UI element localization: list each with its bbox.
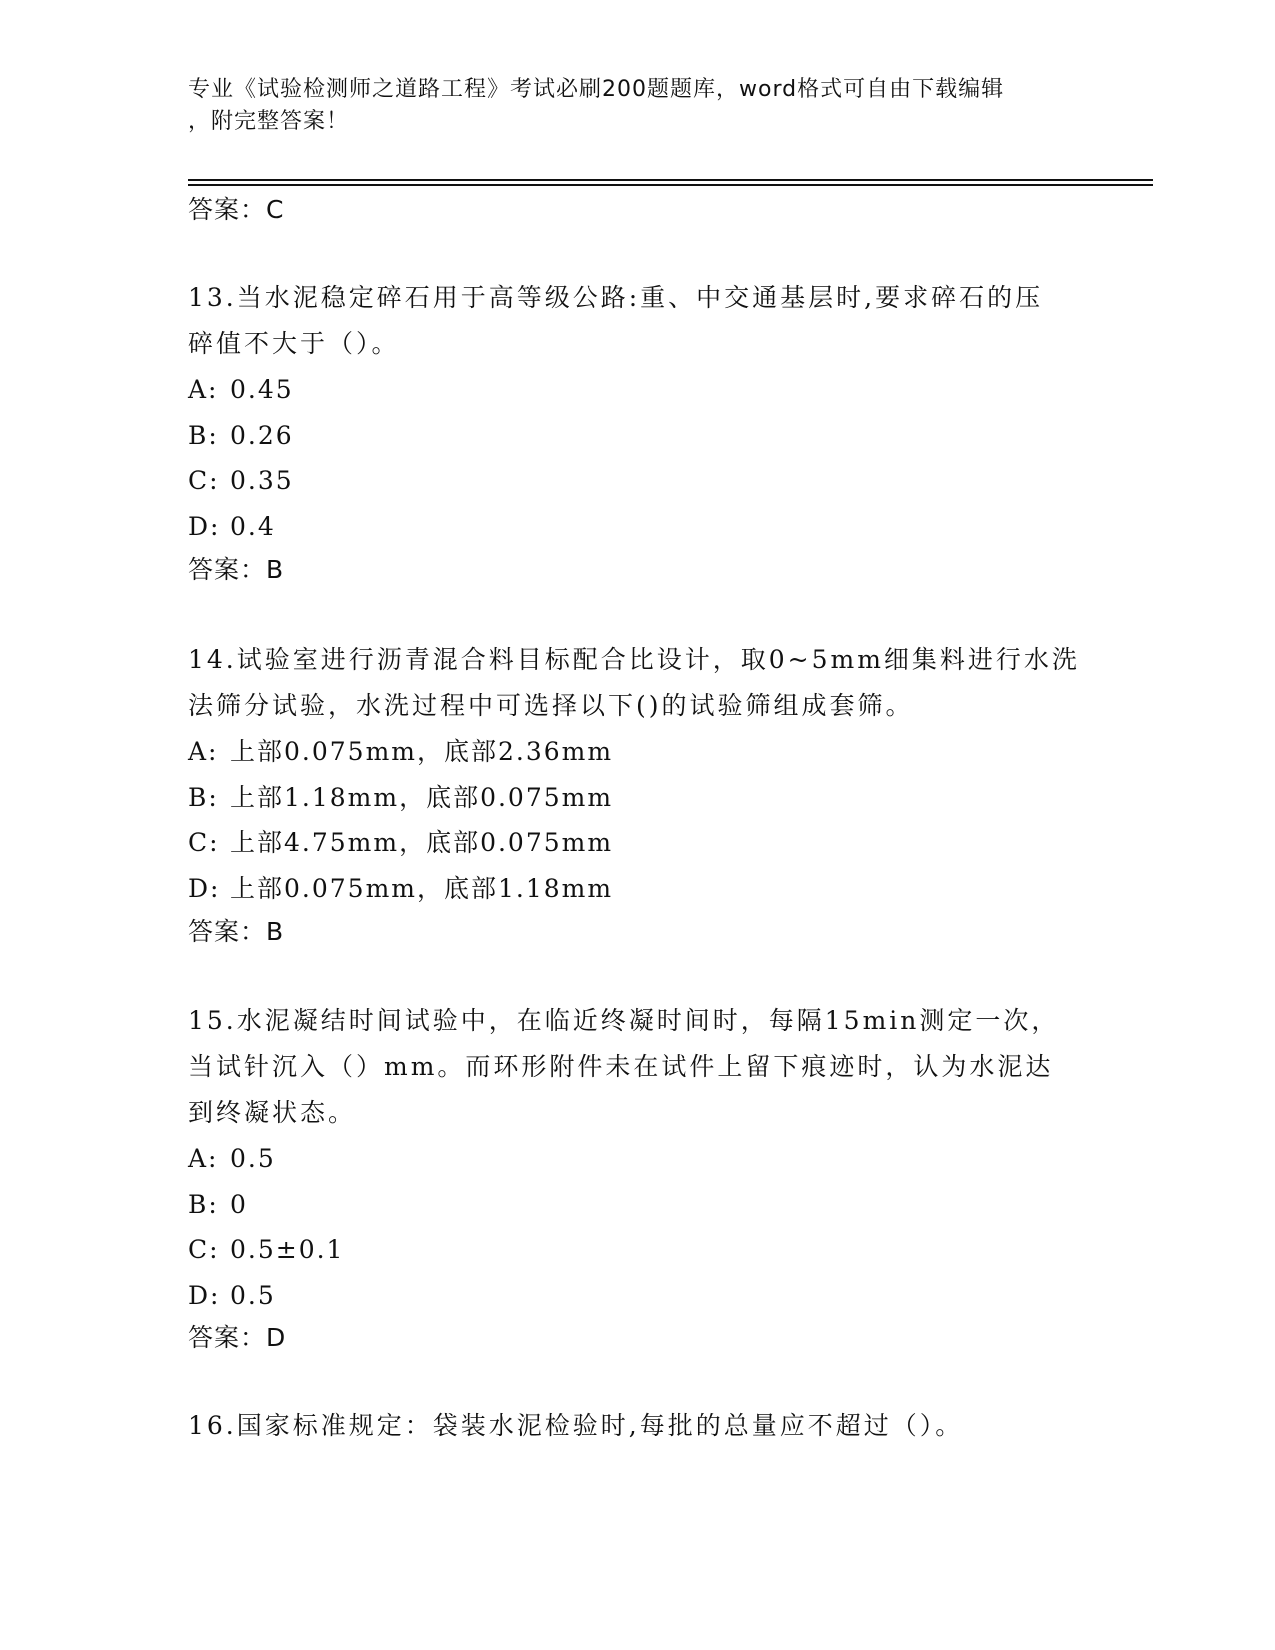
- option-13-a: [188, 367, 1088, 413]
- option-letter: A:: [188, 375, 219, 404]
- document-header: [188, 74, 1088, 138]
- option-text: 上部4.75mm，底部0.075mm: [230, 828, 614, 857]
- option-14-d: [188, 866, 1088, 912]
- option-letter: D:: [188, 1280, 221, 1310]
- option-15-a: [188, 1136, 1088, 1182]
- option-text: 上部0.075mm，底部1.18mm: [230, 873, 614, 903]
- option-letter: A:: [188, 737, 219, 766]
- option-13-b: [188, 413, 1088, 459]
- question-15-line-3: 到终凝状态。: [188, 1098, 357, 1127]
- question-15-line-1: 15.水泥凝结时间试验中，在临近终凝时间时，每隔15min测定一次，: [188, 1006, 1060, 1035]
- option-letter: B:: [188, 782, 219, 812]
- option-15-c: [188, 1227, 1088, 1273]
- option-text: 0.4: [230, 511, 276, 541]
- question-13-line-2: 碎值不大于（）。: [188, 329, 400, 358]
- option-13-c: [188, 458, 1088, 504]
- answer-14: 答案：B: [188, 917, 285, 946]
- answer-13: 答案：B: [188, 555, 285, 584]
- option-15-b: [188, 1182, 1088, 1228]
- answer-15: 答案：D: [188, 1323, 287, 1352]
- question-15-line-2: 当试针沉入（）mm。而环形附件未在试件上留下痕迹时，认为水泥达: [188, 1052, 1054, 1081]
- question-14-line-2: 法筛分试验，水洗过程中可选择以下()的试验筛组成套筛。: [188, 691, 914, 720]
- option-text: 0.45: [230, 375, 294, 404]
- option-15-d: [188, 1273, 1088, 1319]
- option-letter: D:: [188, 511, 221, 541]
- header-line-2: ，附完整答案！: [188, 109, 350, 134]
- option-letter: C:: [188, 828, 220, 857]
- option-text: 0.5±0.1: [230, 1235, 345, 1264]
- option-letter: B:: [188, 1189, 219, 1219]
- header-rule-top: [188, 179, 1153, 181]
- question-14: [188, 637, 1088, 911]
- option-text: 0.5: [230, 1144, 276, 1173]
- option-letter: C:: [188, 466, 220, 495]
- option-text: 上部0.075mm，底部2.36mm: [230, 737, 614, 766]
- header-line-1: 专业《试验检测师之道路工程》考试必刷200题题库，word格式可自由下载编辑: [188, 77, 1005, 102]
- question-16: [188, 1403, 1088, 1449]
- option-14-b: [188, 775, 1088, 821]
- question-16-line-1: 16.国家标准规定：袋装水泥检验时,每批的总量应不超过（）。: [188, 1411, 964, 1440]
- option-letter: B:: [188, 420, 219, 450]
- option-text: 上部1.18mm，底部0.075mm: [230, 782, 614, 812]
- answer-12: 答案：C: [188, 195, 285, 224]
- option-14-a: [188, 729, 1088, 775]
- question-13: [188, 275, 1088, 549]
- option-13-d: [188, 504, 1088, 550]
- question-15: [188, 998, 1088, 1318]
- question-14-line-1: 14.试验室进行沥青混合料目标配合比设计，取0~5mm细集料进行水洗: [188, 645, 1080, 674]
- option-letter: A:: [188, 1144, 219, 1173]
- option-14-c: [188, 820, 1088, 866]
- option-letter: D:: [188, 873, 221, 903]
- option-text: 0.26: [230, 420, 294, 450]
- option-text: 0.35: [230, 466, 294, 495]
- option-text: 0: [230, 1189, 248, 1219]
- header-rule-bottom: [188, 184, 1153, 186]
- question-13-line-1: 13.当水泥稳定碎石用于高等级公路:重、中交通基层时,要求碎石的压: [188, 283, 1044, 312]
- option-text: 0.5: [230, 1280, 276, 1310]
- option-letter: C:: [188, 1235, 220, 1264]
